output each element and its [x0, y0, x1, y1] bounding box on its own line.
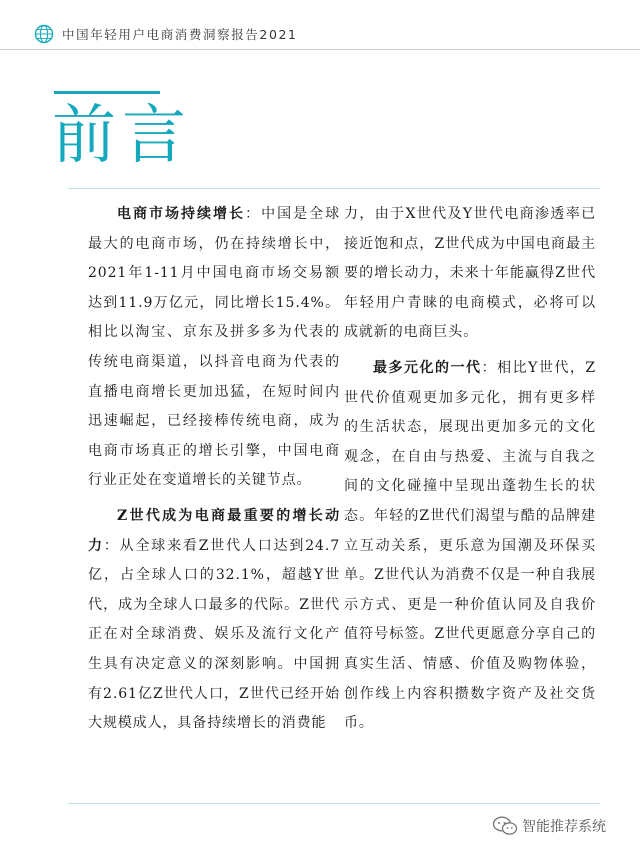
page-title: 前言 — [52, 99, 192, 173]
section-gen-z-growth-continued — [344, 200, 596, 348]
right-column — [344, 200, 596, 739]
section-market-growth — [88, 200, 340, 496]
section-body: 力，由于X世代及Y世代电商渗透率已接近饱和点，Z世代成为中国电商最主要的增长动力，未来十年能赢得Z世代年轻用户青睐的电商模式，必将可以成就新的电商巨头。 — [344, 206, 596, 341]
section-body: ：从全球来看Z世代人口达到24.7亿，占全球人口的32.1%，超越Y世代，成为全球人口最多的代际。Z世代正在对全球消费、娱乐及流行文化产生具有决定意义的深刻影响。中国拥有2.61亿Z世代人口，Z世代已经开始大规模成人，具备持续增长的消费能 — [88, 537, 340, 732]
section-lead: 最多元化的一代 — [373, 359, 482, 376]
left-column — [88, 200, 340, 739]
section-diversity — [344, 354, 596, 739]
watermark — [492, 816, 606, 836]
title-accent-bar — [54, 91, 160, 94]
header-divider — [0, 49, 640, 50]
globe-icon — [34, 24, 54, 44]
section-lead: 电商市场持续增长 — [117, 206, 246, 222]
watermark-text: 智能推荐系统 — [522, 819, 606, 835]
section-body: ：中国是全球最大的电商市场，仍在持续增长中，2021年1-11月中国电商市场交易额达到11.9万亿元，同比增长15.4%。相比以淘宝、京东及拼多多为代表的传统电商渠道，以抖音电商为代表的直播电商增长更加迅猛，在短时间内迅速崛起，已经接棒传统电商，成为电商市场真正的增长引擎，中国电商行业正处在变道增长的关键节点。 — [88, 206, 340, 489]
footer-divider — [68, 803, 600, 804]
section-lead: Z世代成为电商最重要的增长动力 — [88, 507, 340, 554]
section-body: ：相比Y世代，Z世代价值观更加多元化，拥有更多样的生活状态，展现出更加多元的文化观念，在自由与热爱、主流与自我之间的文化碰撞中呈现出蓬勃生长的状态。年轻的Z世代们渴望与酷的品牌建立互动关系，更乐意为国潮及环保买单。Z世代认为消费不仅是一种自我展示方式、更是一种价值认同及自我价值符号标签。Z世代更愿意分享自己的真实生活、情感、价值及购物体验，创作线上内容积攒数字资产及社交货币。 — [344, 359, 596, 732]
title-divider — [68, 188, 600, 189]
section-gen-z-growth — [88, 502, 340, 739]
report-title: 中国年轻用户电商消费洞察报告2021 — [62, 27, 298, 42]
wechat-icon — [492, 816, 518, 836]
